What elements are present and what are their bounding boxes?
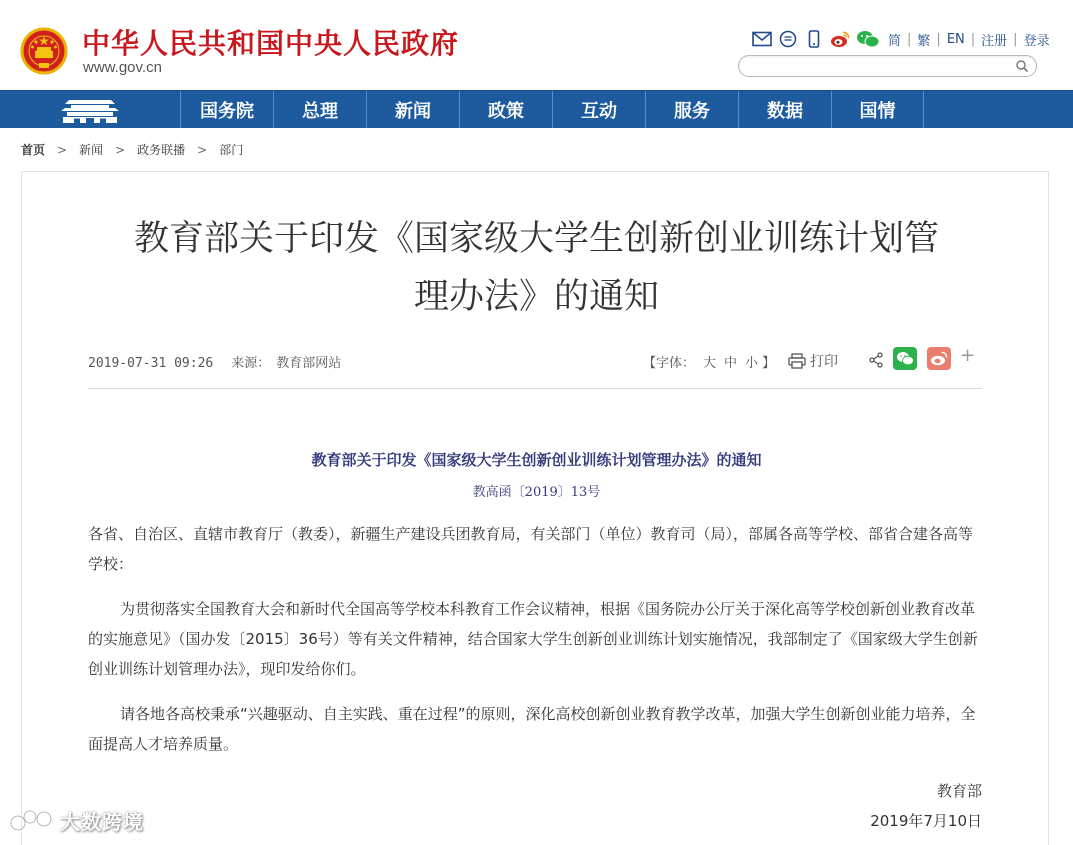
source-name: 教育部网站: [276, 356, 342, 371]
nav-home[interactable]: [0, 91, 180, 128]
weibo-icon: [930, 351, 948, 366]
wechat-icon: [896, 351, 914, 366]
wechat-icon[interactable]: [856, 29, 880, 49]
print-button[interactable]: [788, 351, 838, 371]
tiananmen-icon: [59, 96, 121, 124]
font-size-large[interactable]: 大: [703, 356, 717, 371]
search-icon[interactable]: [1015, 59, 1029, 73]
nav-item-interaction[interactable]: 互动: [552, 91, 645, 128]
national-emblem-icon[interactable]: [20, 27, 68, 75]
chevron-right-icon: >: [197, 142, 208, 157]
signature-block: [870, 776, 982, 836]
breadcrumb-news[interactable]: 新闻: [79, 143, 104, 157]
nav-item-services[interactable]: 服务: [645, 91, 738, 128]
share-icon[interactable]: [868, 352, 884, 368]
meta-divider: [88, 388, 982, 389]
header-tools: [752, 28, 1050, 50]
weibo-icon[interactable]: [830, 29, 850, 49]
site-header: [0, 0, 1073, 90]
article-meta: [88, 352, 341, 371]
font-size-label: 【字体：: [643, 356, 696, 371]
print-label: 打印: [810, 354, 838, 370]
breadcrumb-departments[interactable]: 部门: [219, 143, 244, 157]
simplified-chinese-link[interactable]: 简: [888, 33, 902, 49]
site-url[interactable]: www.gov.cn: [83, 59, 162, 76]
nav-item-state-council[interactable]: 国务院: [180, 91, 273, 128]
source-label: 来源：: [231, 356, 271, 371]
watermark-text: 大数跨境: [60, 810, 144, 834]
english-link[interactable]: EN: [946, 31, 965, 47]
chevron-right-icon: >: [115, 142, 126, 157]
site-title[interactable]: 中华人民共和国中央人民政府: [82, 27, 460, 60]
message-icon[interactable]: [778, 29, 798, 49]
publish-date: 2019-07-31 09:26: [88, 356, 214, 371]
nav-item-data[interactable]: 数据: [738, 91, 831, 128]
signature-date: 2019年7月10日: [870, 812, 982, 830]
nav-item-national-info[interactable]: 国情: [831, 91, 924, 128]
login-link[interactable]: 登录: [1023, 33, 1050, 49]
nav-item-news[interactable]: 新闻: [366, 91, 459, 128]
breadcrumb-home[interactable]: 首页: [21, 143, 46, 157]
search-input[interactable]: [738, 55, 1037, 77]
breadcrumb-gov-news[interactable]: 政务联播: [137, 143, 186, 157]
font-size-control: [643, 352, 775, 371]
share-weibo-button[interactable]: [927, 347, 951, 370]
nav-item-policy[interactable]: 政策: [459, 91, 552, 128]
register-link[interactable]: 注册: [981, 33, 1008, 49]
watermark: [8, 806, 144, 835]
document-number: 教高函〔2019〕13号: [472, 485, 601, 500]
mail-icon[interactable]: [752, 29, 772, 49]
mobile-icon[interactable]: [804, 29, 824, 49]
font-size-close: 】: [762, 356, 776, 371]
language-links: 简 | 繁 | EN | 注册 | 登录: [888, 31, 1050, 49]
font-size-small[interactable]: 小: [745, 356, 759, 371]
article-title: [0, 210, 1073, 326]
article-title-line-1: 教育部关于印发《国家级大学生创新创业训练计划管: [133, 219, 939, 259]
traditional-chinese-link[interactable]: 繁: [917, 33, 931, 49]
watermark-logo-icon: [8, 807, 56, 835]
paragraph-body-2: 请各地各高校秉承“兴趣驱动、自主实践、重在过程”的原则，深化高校创新创业教育教学改革，加强大学生创新创业能力培养，全面提高人才培养质量。: [88, 705, 976, 753]
paragraph-addressees: 各省、自治区、直辖市教育厅（教委），新疆生产建设兵团教育局，有关部门（单位）教育司（局），部属各高等学校、部省合建各高等学校：: [88, 525, 974, 573]
signature-org: 教育部: [936, 782, 982, 800]
document-title: 教育部关于印发《国家级大学生创新创业训练计划管理办法》的通知: [311, 451, 762, 469]
paragraph-body-1: 为贯彻落实全国教育大会和新时代全国高等学校本科教育工作会议精神，根据《国务院办公厅关于深化高等学校创新创业教育改革的实施意见》（国办发〔2015〕36号）等有关文件精神，结合国家大学生创新创业训练计划实施情况，我部制定了《国家级大学生创新创业训练计划管理办法》，现印发给你们。: [88, 600, 978, 678]
font-size-medium[interactable]: 中: [724, 356, 738, 371]
share-wechat-button[interactable]: [893, 347, 917, 370]
printer-icon: [788, 353, 806, 369]
main-nav: [0, 90, 1073, 128]
nav-item-premier[interactable]: 总理: [273, 91, 366, 128]
breadcrumb: [21, 141, 243, 158]
share-more-button[interactable]: +: [960, 345, 976, 366]
article-title-line-2: 理办法》的通知: [413, 277, 659, 317]
chevron-right-icon: >: [57, 142, 68, 157]
